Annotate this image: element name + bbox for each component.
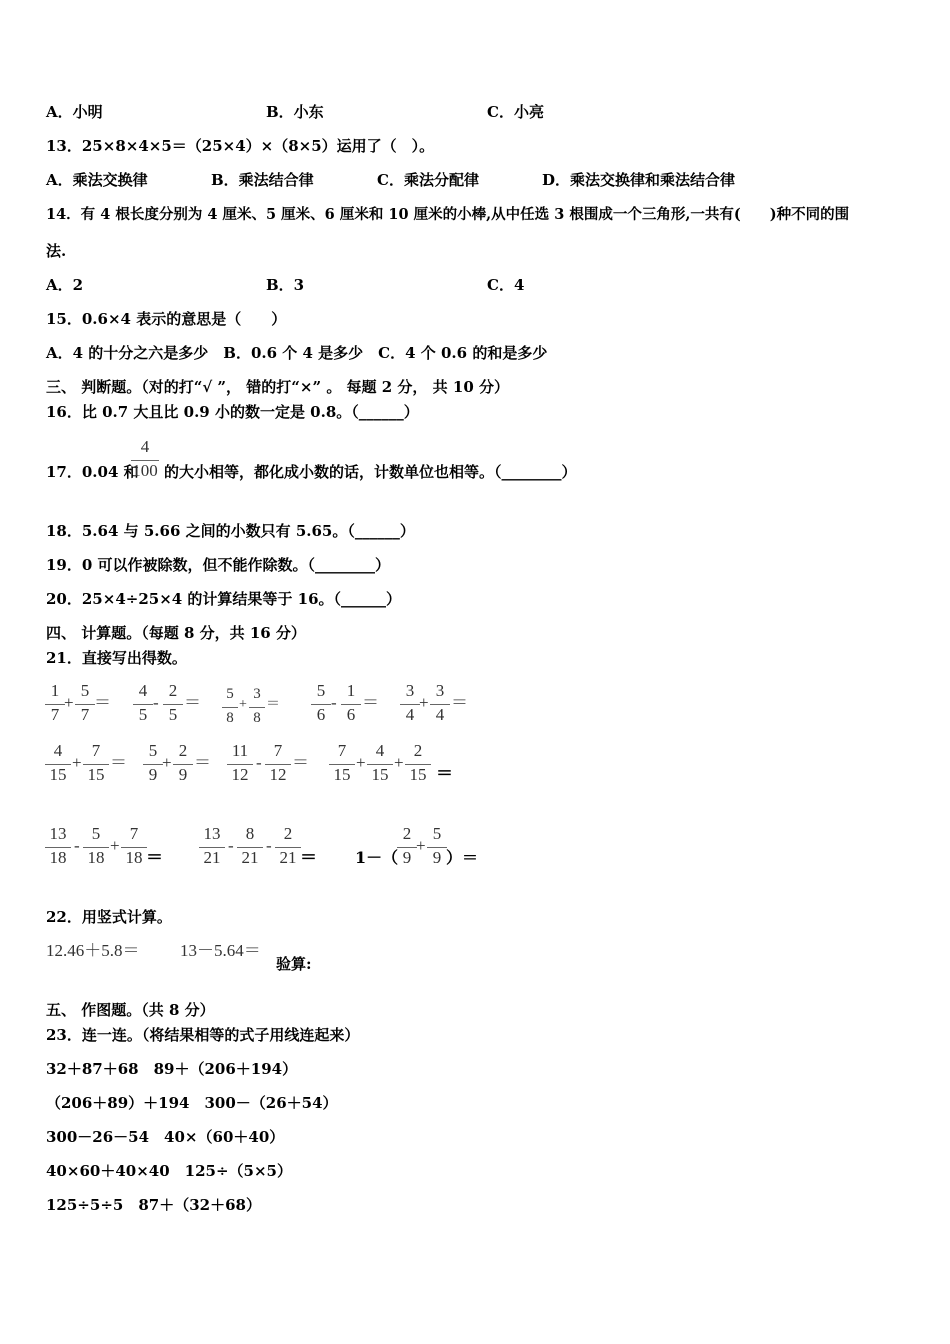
equals-sign: ＝ [451,693,468,712]
q14-stem-line2: 法. [46,242,67,260]
operator: - [153,693,159,712]
q22-expression-2: 13－5.64＝ [180,941,261,960]
section-5-heading: 五、 作图题。（共 8 分） [46,1001,215,1019]
operator: + [162,753,172,772]
denominator: 18 [49,848,67,867]
denominator: 5 [138,705,148,724]
operator: - [331,693,337,712]
fraction [44,824,72,870]
denominator: 15 [49,765,67,784]
q23-row: 40×60＋40×40 125÷（5×5） [46,1162,292,1180]
equals-sign: ＝ [146,848,163,868]
q17-fraction [130,437,160,483]
equals-sign: ＝ [362,693,379,712]
denominator: 12 [231,765,249,784]
fraction [429,681,451,727]
fraction [221,684,239,730]
q17-fraction-denominator: 100 [132,461,158,480]
equals-sign: ＝ [436,764,453,784]
denominator: 15 [371,765,389,784]
equals-sign: ＝ [292,753,309,772]
fraction [142,741,164,787]
numerator: 5 [226,686,234,702]
q23-row: 125÷5÷5 87＋（32＋68） [46,1196,261,1214]
numerator: 7 [91,741,101,760]
denominator: 21 [241,848,259,867]
q18: 18．5.64 与 5.66 之间的小数只有 5.65。（______） [46,522,415,540]
expression-suffix: ）＝ [446,848,479,867]
denominator: 21 [279,848,297,867]
operator: + [356,753,366,772]
fraction [82,741,110,787]
q12-option-a: A．小明 [46,103,103,121]
q21-stem: 21．直接写出得数。 [46,649,187,667]
q15-options: A．4 的十分之六是多少 B．0.6 个 4 是多少 C．4 个 0.6 的和是多少 [46,344,548,362]
fraction [198,824,226,870]
denominator: 5 [168,705,178,724]
operator: + [416,836,426,855]
denominator: 4 [405,705,415,724]
denominator: 21 [203,848,221,867]
expression-prefix: 1－（ [355,848,399,867]
numerator: 2 [402,824,412,843]
numerator: 3 [253,686,261,702]
numerator: 11 [231,741,249,760]
operator: + [419,693,429,712]
fraction [44,681,66,727]
fraction [426,824,448,870]
denominator: 18 [87,848,105,867]
numerator: 2 [413,741,423,760]
fraction [226,741,254,787]
q22-stem: 22．用竖式计算。 [46,908,172,926]
section-4-heading: 四、 计算题。（每题 8 分，共 16 分） [46,624,306,642]
q17-prefix: 17．0.04 和 [46,463,139,481]
q14-stem-line1: 14．有 4 根长度分别为 4 厘米、5 厘米、6 厘米和 10 厘米的小棒,从中任选 3 根围成一个三角形,一共有( )种不同的围 [46,206,850,223]
equals-sign: ＝ [194,753,211,772]
denominator: 6 [346,705,356,724]
numerator: 1 [346,681,356,700]
q12-option-b: B．小东 [266,103,324,121]
numerator: 5 [316,681,326,700]
q13-option-d: D．乘法交换律和乘法结合律 [542,171,736,189]
numerator: 3 [435,681,445,700]
q17-suffix: 的大小相等，都化成小数的话，计数单位也相等。（________） [164,463,577,481]
fraction [132,681,154,727]
section-3-heading: 三、 判断题。（对的打“√ ”， 错的打“×” 。 每题 2 分， 共 10 分） [46,378,509,396]
operator: - [266,836,272,855]
numerator: 2 [178,741,188,760]
numerator: 5 [148,741,158,760]
fraction [399,681,421,727]
fraction [264,741,292,787]
q14-option-c: C．4 [487,276,525,294]
operator: - [228,836,234,855]
numerator: 5 [80,681,90,700]
fraction [310,681,332,727]
fraction [248,684,266,730]
numerator: 1 [50,681,60,700]
operator: + [239,697,247,712]
numerator: 8 [245,824,255,843]
numerator: 5 [91,824,101,843]
denominator: 7 [50,705,60,724]
denominator: 6 [316,705,326,724]
denominator: 12 [269,765,287,784]
numerator: 7 [273,741,283,760]
q23-row: 32＋87＋68 89＋（206＋194） [46,1060,298,1078]
q17-fraction-numerator: 4 [140,437,150,456]
numerator: 5 [432,824,442,843]
equals-sign: ＝ [300,848,317,868]
q19: 19．0 可以作被除数，但不能作除数。（________） [46,556,391,574]
operator: - [74,836,80,855]
operator: + [110,836,120,855]
fraction [82,824,110,870]
operator: + [394,753,404,772]
q13-stem: 13．25×8×4×5＝（25×4）×（8×5）运用了（ ）。 [46,137,435,155]
fraction [74,681,96,727]
denominator: 15 [409,765,427,784]
denominator: 9 [402,848,412,867]
q23-row: 300－26－54 40×（60＋40） [46,1128,285,1146]
fraction [120,824,148,870]
operator: - [256,753,262,772]
numerator: 3 [405,681,415,700]
numerator: 4 [53,741,63,760]
fraction [340,681,362,727]
denominator: 8 [226,710,234,726]
denominator: 15 [333,765,351,784]
equals-sign: ＝ [94,693,111,712]
q20: 20．25×4÷25×4 的计算结果等于 16。（______） [46,590,402,608]
q14-option-a: A．2 [46,276,84,294]
q23-row: （206＋89）＋194 300－（26＋54） [46,1094,338,1112]
q22-check-label: 验算: [276,955,312,973]
numerator: 2 [168,681,178,700]
fraction [274,824,302,870]
equals-sign: ＝ [110,753,127,772]
fraction [366,741,394,787]
q15-stem: 15．0.6×4 表示的意思是（ ） [46,310,287,328]
fraction [236,824,264,870]
q13-option-b: B．乘法结合律 [211,171,314,189]
operator: + [64,693,74,712]
fraction [162,681,184,727]
q14-option-b: B．3 [266,276,305,294]
numerator: 7 [337,741,347,760]
fraction [396,824,418,870]
denominator: 9 [432,848,442,867]
fraction [404,741,432,787]
denominator: 18 [125,848,143,867]
denominator: 7 [80,705,90,724]
numerator: 4 [138,681,148,700]
fraction [44,741,72,787]
numerator: 2 [283,824,293,843]
denominator: 8 [253,710,261,726]
denominator: 9 [148,765,158,784]
q16: 16．比 0.7 大且比 0.9 小的数一定是 0.8。（______） [46,403,419,421]
fraction [328,741,356,787]
denominator: 4 [435,705,445,724]
denominator: 15 [87,765,105,784]
denominator: 9 [178,765,188,784]
equals-sign: ＝ [266,697,280,712]
equals-sign: ＝ [184,693,201,712]
q23-stem: 23．连一连。（将结果相等的式子用线连起来） [46,1026,360,1044]
numerator: 4 [375,741,385,760]
operator: + [72,753,82,772]
numerator: 7 [129,824,139,843]
q13-option-c: C．乘法分配律 [377,171,479,189]
q12-option-c: C．小亮 [487,103,544,121]
fraction [172,741,194,787]
q22-expression-1: 12.46＋5.8＝ [46,941,140,960]
numerator: 13 [49,824,67,843]
q13-option-a: A．乘法交换律 [46,171,148,189]
numerator: 13 [203,824,221,843]
